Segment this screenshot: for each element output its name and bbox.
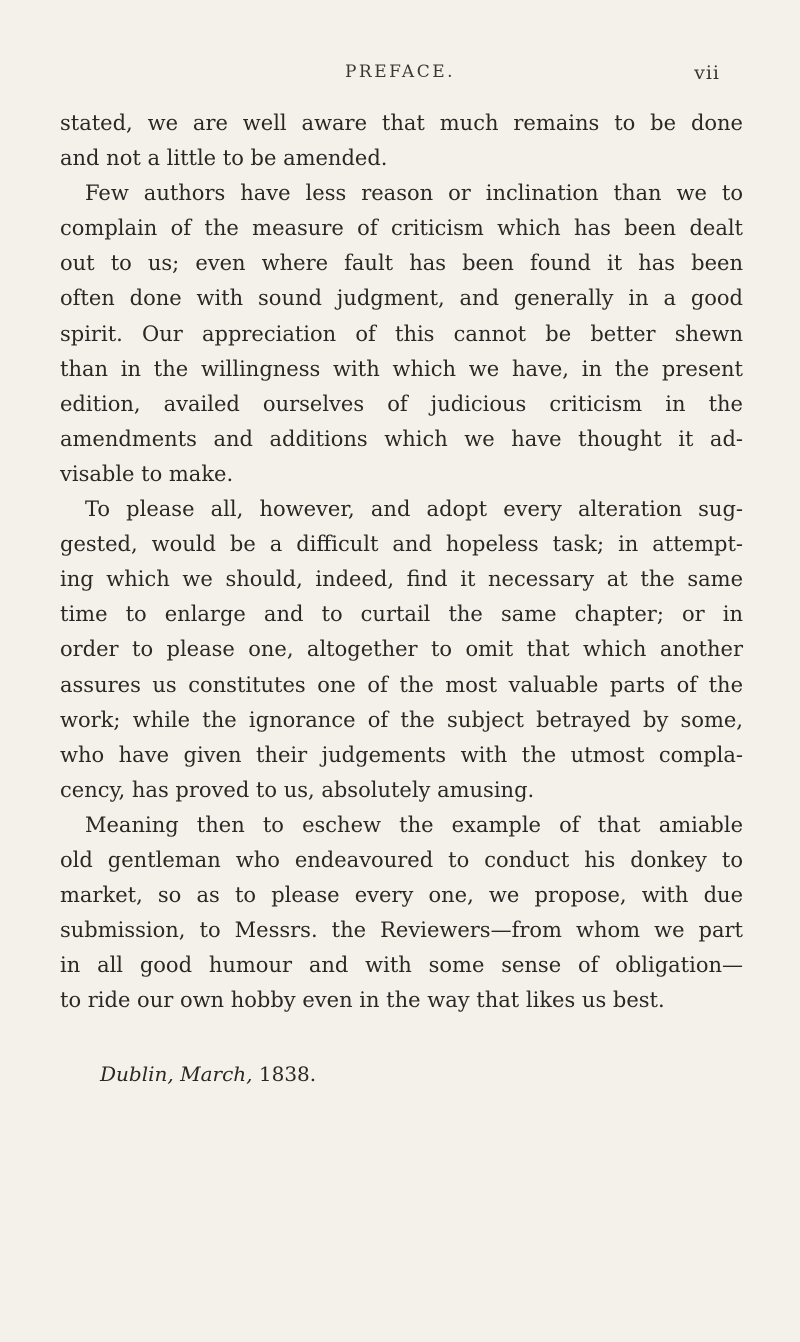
text-line: submission, to Messrs. the Reviewers—from whom we part bbox=[60, 918, 743, 943]
text-line: edition, availed ourselves of judicious criticism in the bbox=[60, 391, 743, 416]
text-line: order to please one, altogether to omit that which another bbox=[60, 637, 743, 662]
text-line: often done with sound judgment, and generally in a good bbox=[60, 286, 743, 311]
text-line: old gentleman who endeavoured to conduct his donkey to bbox=[60, 847, 743, 872]
text-line: gested, would be a difficult and hopeless task; in attempt- bbox=[60, 532, 743, 557]
text-line: and not a little to be amended. bbox=[60, 146, 388, 171]
text-line: out to us; even where fault has been found it has been bbox=[60, 251, 743, 276]
text-line: in all good humour and with some sense of obligation— bbox=[60, 953, 743, 978]
signoff-year: 1838. bbox=[258, 1062, 317, 1086]
signoff bbox=[100, 1062, 316, 1086]
text-line: work; while the ignorance of the subject betrayed by some, bbox=[60, 707, 743, 732]
paragraph-start-line: Few authors have less reason or inclination than we to bbox=[85, 181, 743, 206]
text-line: to ride our own hobby even in the way that likes us best. bbox=[60, 988, 665, 1013]
running-head bbox=[0, 62, 800, 92]
text-line: stated, we are well aware that much remains to be done bbox=[60, 111, 743, 135]
text-line: assures us constitutes one of the most valuable parts of the bbox=[60, 672, 743, 697]
paragraph-start-line: Meaning then to eschew the example of that amiable bbox=[85, 812, 743, 837]
text-line: spirit. Our appreciation of this cannot be better shewn bbox=[60, 321, 743, 346]
text-line: than in the willingness with which we have, in the present bbox=[60, 356, 743, 381]
paragraph-start-line: To please all, however, and adopt every alteration sug- bbox=[85, 497, 743, 522]
signoff-place: Dublin, bbox=[100, 1062, 174, 1086]
signoff-month: March, bbox=[180, 1062, 253, 1086]
page-number: vii bbox=[694, 62, 720, 84]
text-line: visable to make. bbox=[60, 461, 234, 486]
text-line: complain of the measure of criticism which has been dealt bbox=[60, 216, 743, 241]
running-title: PREFACE. bbox=[344, 62, 456, 82]
preface-text bbox=[60, 106, 743, 1018]
text-line: amendments and additions which we have thought it ad- bbox=[60, 426, 743, 451]
text-line: ing which we should, indeed, find it necessary at the same bbox=[60, 567, 743, 592]
text-line: market, so as to please every one, we propose, with due bbox=[60, 883, 743, 908]
text-line: time to enlarge and to curtail the same chapter; or in bbox=[60, 602, 743, 627]
text-line: who have given their judgements with the utmost compla- bbox=[60, 742, 743, 767]
text-line: cency, has proved to us, absolutely amusing. bbox=[60, 777, 535, 802]
